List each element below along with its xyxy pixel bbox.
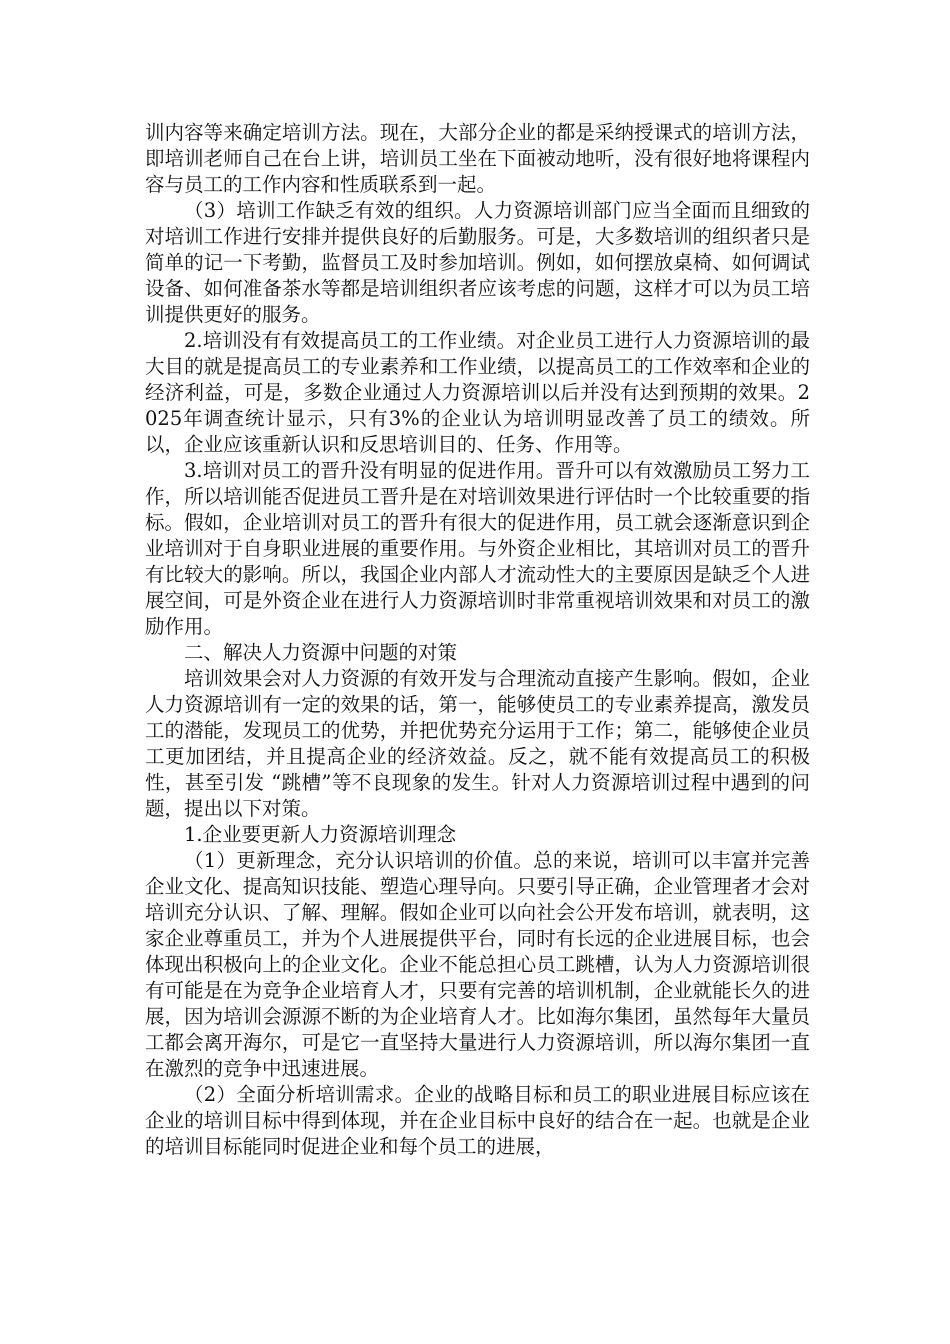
paragraph-1: 训内容等来确定培训方法。现在，大部分企业的都是采纳授课式的培训方法，即培训老师自己在台上讲，培训员工坐在下面被动地听，没有很好地将课程内容与员工的工作内容和性质联系到一起。 <box>145 121 810 196</box>
section-heading: 二、解决人力资源中问题的对策 <box>184 641 458 664</box>
paragraph-3: 2.培训没有有效提高员工的工作业绩。对企业员工进行人力资源培训的最大目的就是提高员工的专业素养和工作业绩，以提高员工的工作效率和企业的经济利益，可是，多数企业通过人力资源培训以后并没有达到预期的效果。2025年调查统计显示，只有3%的企业认为培训明显改善了员工的绩效。所以，企业应该重新认识和反思培训目的、任务、作用等。 <box>145 329 810 456</box>
paragraph-2: （3）培训工作缺乏有效的组织。人力资源培训部门应当全面而且细致的对培训工作进行安排并提供良好的后勤服务。可是，大多数培训的组织者只是简单的记一下考勤，监督员工及时参加培训。例如，如何摆放桌椅、如何调试设备、如何准备茶水等都是培训组织者应该考虑的问题，这样才可以为员工培训提供更好的服务。 <box>145 199 810 326</box>
document-page <box>145 120 810 1160</box>
paragraph-4: 3.培训对员工的晋升没有明显的促进作用。晋升可以有效激励员工努力工作，所以培训能否促进员工晋升是在对培训效果进行评估时一个比较重要的指标。假如，企业培训对员工的晋升有很大的促进作用，员工就会逐渐意识到企业培训对于自身职业进展的重要作用。与外资企业相比，其培训对员工的晋升有比较大的影响。所以，我国企业内部人才流动性大的主要原因是缺乏个人进展空间，可是外资企业在进行人力资源培训时非常重视培训效果和对员工的激励作用。 <box>145 459 810 638</box>
subheading-1: 1.企业要更新人力资源培训理念 <box>184 823 457 846</box>
paragraph-7: （2）全面分析培训需求。企业的战略目标和员工的职业进展目标应该在企业的培训目标中得到体现，并在企业目标中良好的结合在一起。也就是企业的培训目标能同时促进企业和每个员工的进展， <box>145 1083 810 1158</box>
paragraph-5: 培训效果会对人力资源的有效开发与合理流动直接产生影响。假如，企业人力资源培训有一定的效果的话，第一，能够使员工的专业素养提高，激发员工的潜能，发现员工的优势，并把优势充分运用于工作；第二，能够使企业员工更加团结，并且提高企业的经济效益。反之，就不能有效提高员工的积极性，甚至引发 “跳槽”等不良现象的发生。针对人力资源培训过程中遇到的问题，提出以下对策。 <box>145 667 810 820</box>
paragraph-6: （1）更新理念，充分认识培训的价值。总的来说，培训可以丰富并完善企业文化、提高知识技能、塑造心理导向。只要引导正确，企业管理者才会对培训充分认识、了解、理解。假如企业可以向社会公开发布培训，就表明，这家企业尊重员工，并为个人进展提供平台，同时有长远的企业进展目标，也会体现出积极向上的企业文化。企业不能总担心员工跳槽，认为人力资源培训很有可能是在为竞争企业培育人才，只要有完善的培训机制，企业就能长久的进展，因为培训会源源不断的为企业培育人才。比如海尔集团，虽然每年大量员工都会离开海尔，可是它一直坚持大量进行人力资源培训，所以海尔集团一直在激烈的竞争中迅速进展。 <box>145 849 810 1080</box>
